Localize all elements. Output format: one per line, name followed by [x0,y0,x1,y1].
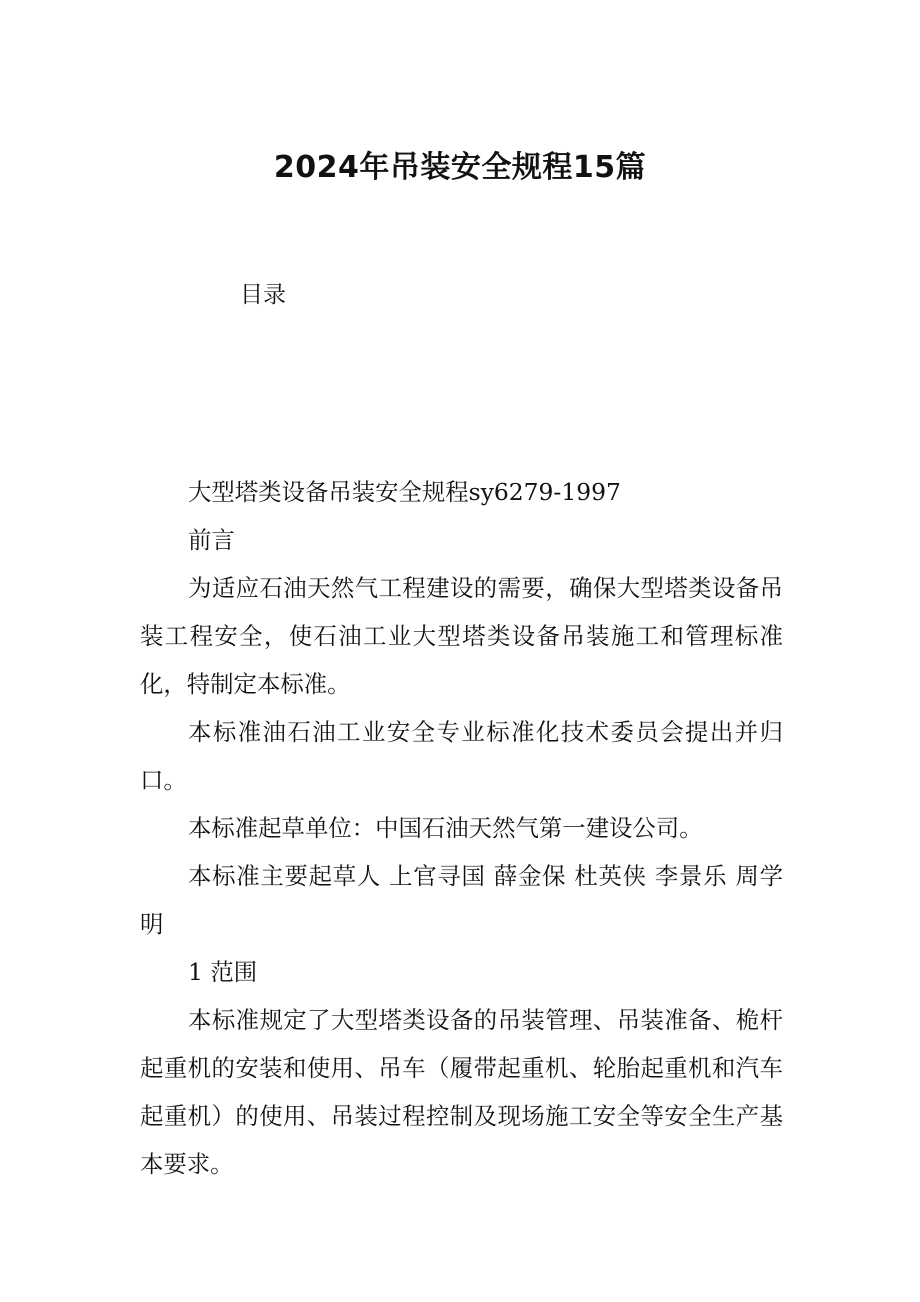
paragraph-drafting-unit: 本标准起草单位：中国石油天然气第一建设公司。 [188,814,703,842]
paragraph-scope-heading: 1 范围 [188,958,258,986]
paragraph-proposer: 本标准油石油工业安全专业标准化技术委员会提出并归口。 [140,718,783,794]
paragraph-preface-heading: 前言 [188,526,235,554]
paragraph-purpose: 为适应石油天然气工程建设的需要，确保大型塔类设备吊装工程安全，使石油工业大型塔类设备吊装施工和管理标准化，特制定本标准。 [140,574,783,698]
paragraph-scope: 本标准规定了大型塔类设备的吊装管理、吊装准备、桅杆起重机的安装和使用、吊车（履带起重机、轮胎起重机和汽车起重机）的使用、吊装过程控制及现场施工安全等安全生产基本要求。 [140,1006,783,1178]
paragraph-standard-name: 大型塔类设备吊装安全规程sy6279-1997 [188,478,621,506]
toc-label: 目录 [240,282,286,308]
paragraph-drafters: 本标准主要起草人 上官寻国 薛金保 杜英侠 李景乐 周学明 [140,862,783,938]
document-title: 2024年吊装安全规程15篇 [273,150,647,185]
document-body [140,468,783,1188]
